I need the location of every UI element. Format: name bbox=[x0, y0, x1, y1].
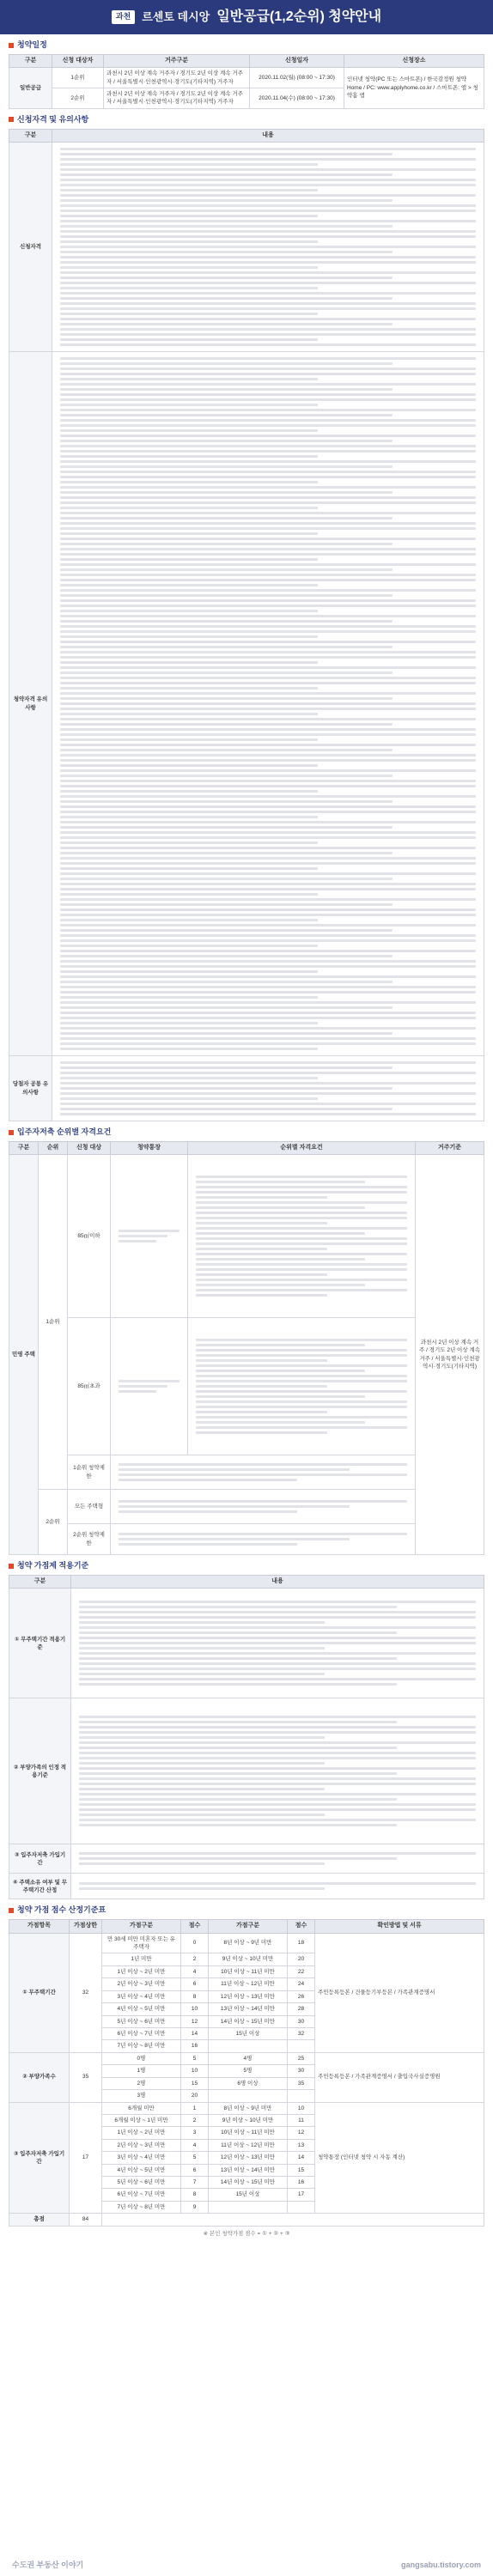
points-criteria: 12년 이상 ~ 13년 미만 bbox=[209, 1990, 288, 2002]
points-criteria: 4년 이상 ~ 5년 미만 bbox=[102, 2164, 181, 2176]
points-score bbox=[288, 2040, 315, 2052]
points-criteria: 2명 bbox=[102, 2077, 181, 2089]
points-criteria: 6명 이상 bbox=[209, 2077, 288, 2089]
ranking-rank: 2순위 bbox=[39, 1490, 68, 1555]
points-score: 20 bbox=[288, 1953, 315, 1965]
points-group-cap: 32 bbox=[70, 1933, 102, 2052]
points-title bbox=[9, 1905, 484, 1916]
points-criteria: 2년 이상 ~ 3년 미만 bbox=[102, 1978, 181, 1990]
fine-print-block bbox=[55, 1058, 481, 1119]
schedule-header: 거주구분 bbox=[104, 55, 250, 68]
points-group-cap: 35 bbox=[70, 2052, 102, 2102]
points-criteria: 6개월 미만 bbox=[102, 2102, 181, 2114]
points-score: 13 bbox=[288, 2139, 315, 2151]
points-criteria: 12년 이상 ~ 13년 미만 bbox=[209, 2152, 288, 2164]
ranking-account bbox=[111, 1318, 188, 1455]
points-criteria: 14년 이상 ~ 15년 미만 bbox=[209, 2177, 288, 2189]
eligibility-label: 청약자격 유의사항 bbox=[9, 352, 52, 1056]
points-score: 8 bbox=[181, 1990, 209, 2002]
points-score: 8 bbox=[181, 2189, 209, 2201]
points-row bbox=[9, 1933, 484, 1953]
points-score: 26 bbox=[288, 1990, 315, 2002]
schedule-title-text: 청약일정 bbox=[17, 40, 47, 49]
points-criteria: 5년 이상 ~ 6년 미만 bbox=[102, 2177, 181, 2189]
ranking-area: 85㎡이하 bbox=[68, 1155, 111, 1318]
points-score: 5 bbox=[181, 2052, 209, 2064]
points-criteria: 13년 이상 ~ 14년 미만 bbox=[209, 2164, 288, 2176]
points-score: 12 bbox=[181, 2015, 209, 2027]
ranking-table bbox=[9, 1141, 484, 1555]
points-criteria bbox=[209, 2201, 288, 2213]
points-score: 18 bbox=[288, 1933, 315, 1953]
ranking-header: 구분 bbox=[9, 1142, 39, 1155]
points-group-name: ② 부양가족수 bbox=[9, 2052, 70, 2102]
points-documents: 청약통장 (인터넷 청약 시 자동 계산) bbox=[315, 2102, 484, 2214]
schedule-target: 1순위 bbox=[52, 68, 104, 88]
points-criteria: 10년 이상 ~ 11년 미만 bbox=[209, 2127, 288, 2139]
bonus-label: ③ 입주자저축 가입기간 bbox=[9, 1844, 71, 1874]
points-criteria: 5명 bbox=[209, 2065, 288, 2077]
points-criteria: 9년 이상 ~ 10년 미만 bbox=[209, 1953, 288, 1965]
bonus-label: ① 무주택기간 적용기준 bbox=[9, 1589, 71, 1698]
points-criteria: 4년 이상 ~ 5년 미만 bbox=[102, 2003, 181, 2015]
eligibility-content bbox=[52, 1056, 484, 1121]
ranking-restrictions bbox=[111, 1455, 416, 1490]
points-score: 10 bbox=[181, 2065, 209, 2077]
points-criteria: 11년 이상 ~ 12년 미만 bbox=[209, 2139, 288, 2151]
eligibility-table bbox=[9, 129, 484, 1121]
points-total-value: 84 bbox=[70, 2214, 102, 2226]
points-score: 15 bbox=[288, 2164, 315, 2176]
points-score: 35 bbox=[288, 2077, 315, 2089]
points-score: 20 bbox=[181, 2090, 209, 2102]
bonus-content bbox=[71, 1698, 484, 1844]
schedule-group: 일반공급 bbox=[9, 68, 52, 109]
points-score: 9 bbox=[181, 2201, 209, 2213]
points-header: 점수 bbox=[288, 1920, 315, 1933]
watermark bbox=[0, 2555, 493, 2576]
ranking-rank: 1순위 bbox=[39, 1155, 68, 1490]
points-score: 1 bbox=[181, 2102, 209, 2114]
points-criteria: 14년 이상 ~ 15년 미만 bbox=[209, 2015, 288, 2027]
eligibility-header: 구분 bbox=[9, 129, 52, 142]
points-score: 7 bbox=[181, 2177, 209, 2189]
points-criteria: 6년 이상 ~ 7년 미만 bbox=[102, 2028, 181, 2040]
points-score: 17 bbox=[288, 2189, 315, 2201]
points-documents: 주민등록등본 / 가족관계증명서 / 출입국사실증명원 bbox=[315, 2052, 484, 2102]
bonus-title-text: 청약 가점제 적용기준 bbox=[17, 1561, 89, 1571]
points-criteria: 15년 이상 bbox=[209, 2189, 288, 2201]
points-score: 14 bbox=[181, 2028, 209, 2040]
points-criteria: 7년 이상 ~ 8년 미만 bbox=[102, 2201, 181, 2213]
ranking-title-text: 입주자저축 순위별 자격요건 bbox=[17, 1127, 112, 1137]
brand-name: 르센토 데시앙 bbox=[142, 9, 210, 23]
ranking-header: 거주기준 bbox=[416, 1142, 484, 1155]
points-score: 24 bbox=[288, 1978, 315, 1990]
points-criteria: 6개월 이상 ~ 1년 미만 bbox=[102, 2114, 181, 2126]
square-bullet-icon bbox=[9, 43, 14, 48]
points-group-cap: 17 bbox=[70, 2102, 102, 2214]
points-score: 2 bbox=[181, 1953, 209, 1965]
points-score: 0 bbox=[181, 1933, 209, 1953]
points-criteria: 1년 이상 ~ 2년 미만 bbox=[102, 2127, 181, 2139]
ranking-header: 신청 대상 bbox=[68, 1142, 111, 1155]
ranking-residency: 과천시 2년 이상 계속 거주 / 경기도 2년 이상 계속 거주 / 서울특별시·인천광역시·경기도(기타지역) bbox=[416, 1155, 484, 1555]
bonus-label: ② 부양가족의 인정 적용기준 bbox=[9, 1698, 71, 1844]
points-table bbox=[9, 1919, 484, 2226]
points-score: 16 bbox=[288, 2177, 315, 2189]
points-score: 15 bbox=[181, 2077, 209, 2089]
bonus-label: ④ 주택소유 여부 및 무주택기간 산정 bbox=[9, 1874, 71, 1899]
ranking-area: 모든 주택형 bbox=[68, 1490, 111, 1524]
points-criteria: 4명 bbox=[209, 2052, 288, 2064]
schedule-title bbox=[9, 39, 484, 51]
points-criteria: 2년 이상 ~ 3년 미만 bbox=[102, 2139, 181, 2151]
schedule-table bbox=[9, 54, 484, 109]
schedule-region: 과천시 2년 이상 계속 거주자 / 경기도 2년 이상 계속 거주자 / 서울특별시·인천광역시·경기도(기타지역) 거주자 bbox=[104, 88, 250, 109]
square-bullet-icon bbox=[9, 1908, 14, 1913]
ranking-section bbox=[0, 1121, 493, 1555]
ranking-area: 2순위 청약제한 bbox=[68, 1524, 111, 1555]
page-title: 일반공급(1,2순위) 청약안내 bbox=[216, 9, 382, 25]
points-criteria bbox=[209, 2090, 288, 2102]
square-bullet-icon bbox=[9, 1564, 14, 1569]
points-score: 10 bbox=[288, 2102, 315, 2114]
points-criteria: 6년 이상 ~ 7년 미만 bbox=[102, 2189, 181, 2201]
schedule-header: 신청일자 bbox=[250, 55, 344, 68]
points-section bbox=[0, 1899, 493, 2241]
eligibility-title bbox=[9, 114, 484, 125]
ranking-account bbox=[111, 1155, 188, 1318]
bonus-content bbox=[71, 1874, 484, 1899]
points-criteria: 13년 이상 ~ 14년 미만 bbox=[209, 2003, 288, 2015]
points-score: 4 bbox=[181, 1965, 209, 1978]
points-criteria: 8년 이상 ~ 9년 미만 bbox=[209, 1933, 288, 1953]
points-score: 2 bbox=[181, 2114, 209, 2126]
schedule-region: 과천시 2년 이상 계속 거주자 / 경기도 2년 이상 계속 거주자 / 서울특별시·인천광역시·경기도(기타지역) 거주자 bbox=[104, 68, 250, 88]
points-score: 4 bbox=[181, 2139, 209, 2151]
ranking-requirements bbox=[111, 1490, 416, 1524]
points-score: 22 bbox=[288, 1965, 315, 1978]
schedule-place: 인터넷 청약(PC 또는 스마트폰) / 한국감정원 청약Home / PC: www.applyhome.co.kr / 스마트폰: 앱 > 청약홈 앱 bbox=[344, 68, 484, 109]
schedule-date: 2020.11.04(수) (08:00 ~ 17:30) bbox=[250, 88, 344, 109]
points-group-name: ③ 입주자저축 가입기간 bbox=[9, 2102, 70, 2214]
region-badge: 과천 bbox=[112, 10, 135, 23]
points-criteria bbox=[209, 2040, 288, 2052]
bonus-header: 내용 bbox=[71, 1576, 484, 1589]
ranking-title bbox=[9, 1127, 484, 1138]
fine-print-block bbox=[55, 354, 481, 1054]
points-criteria: 0명 bbox=[102, 2052, 181, 2064]
eligibility-content bbox=[52, 143, 484, 352]
points-criteria: 15년 이상 bbox=[209, 2028, 288, 2040]
schedule-header: 신청 대상자 bbox=[52, 55, 104, 68]
schedule-target: 2순위 bbox=[52, 88, 104, 109]
schedule-section bbox=[0, 34, 493, 109]
points-score: 32 bbox=[288, 2028, 315, 2040]
points-row bbox=[9, 2102, 484, 2114]
points-score: 16 bbox=[181, 2040, 209, 2052]
bonus-header: 구분 bbox=[9, 1576, 71, 1589]
points-documents: 주민등록등본 / 건물등기부등본 / 가족관계증명서 bbox=[315, 1933, 484, 2052]
points-score: 30 bbox=[288, 2065, 315, 2077]
points-score: 6 bbox=[181, 2164, 209, 2176]
points-criteria: 5년 이상 ~ 6년 미만 bbox=[102, 2015, 181, 2027]
eligibility-title-text: 신청자격 및 유의사항 bbox=[17, 114, 89, 124]
bonus-content bbox=[71, 1589, 484, 1698]
points-criteria: 1명 bbox=[102, 2065, 181, 2077]
points-score bbox=[288, 2090, 315, 2102]
ranking-requirements bbox=[188, 1318, 416, 1455]
points-header: 확인방법 및 서류 bbox=[315, 1920, 484, 1933]
ranking-header: 순위별 자격요건 bbox=[188, 1142, 416, 1155]
points-row bbox=[9, 2052, 484, 2064]
eligibility-content bbox=[52, 352, 484, 1056]
points-criteria: 9년 이상 ~ 10년 미만 bbox=[209, 2114, 288, 2126]
points-score: 3 bbox=[181, 2127, 209, 2139]
points-score: 12 bbox=[288, 2127, 315, 2139]
eligibility-label: 신청자격 bbox=[9, 143, 52, 352]
points-criteria: 만 30세 미만 미혼자 또는 유주택자 bbox=[102, 1933, 181, 1953]
ranking-requirements bbox=[188, 1155, 416, 1318]
square-bullet-icon bbox=[9, 1130, 14, 1135]
points-criteria: 3년 이상 ~ 4년 미만 bbox=[102, 1990, 181, 2002]
points-score: 30 bbox=[288, 2015, 315, 2027]
points-footnote: ※ 본인 청약가점 점수 = ① + ② + ③ bbox=[203, 2230, 290, 2237]
ranking-header: 순위 bbox=[39, 1142, 68, 1155]
watermark-right: gangsabu.tistory.com bbox=[401, 2561, 481, 2570]
eligibility-section bbox=[0, 109, 493, 1121]
points-score bbox=[288, 2201, 315, 2213]
points-header: 가점항목 bbox=[9, 1920, 70, 1933]
points-criteria: 11년 이상 ~ 12년 미만 bbox=[209, 1978, 288, 1990]
ranking-area: 85㎡초과 bbox=[68, 1318, 111, 1455]
bonus-section bbox=[0, 1555, 493, 1899]
eligibility-header: 내용 bbox=[52, 129, 484, 142]
points-score: 5 bbox=[181, 2152, 209, 2164]
points-title-text: 청약 가점 점수 산정기준표 bbox=[17, 1905, 107, 1915]
points-score: 11 bbox=[288, 2114, 315, 2126]
eligibility-label: 당첨자 공통 유의사항 bbox=[9, 1056, 52, 1121]
points-score: 28 bbox=[288, 2003, 315, 2015]
points-total-label: 총점 bbox=[9, 2214, 70, 2226]
points-score: 25 bbox=[288, 2052, 315, 2064]
page-header bbox=[0, 0, 493, 34]
points-score: 14 bbox=[288, 2152, 315, 2164]
points-criteria: 3년 이상 ~ 4년 미만 bbox=[102, 2152, 181, 2164]
bonus-table bbox=[9, 1575, 484, 1899]
points-header: 가점구분 bbox=[102, 1920, 181, 1933]
points-score: 6 bbox=[181, 1978, 209, 1990]
points-criteria: 1년 미만 bbox=[102, 1953, 181, 1965]
points-score: 10 bbox=[181, 2003, 209, 2015]
points-criteria: 7년 이상 ~ 8년 미만 bbox=[102, 2040, 181, 2052]
ranking-area: 1순위 청약제한 bbox=[68, 1455, 111, 1490]
ranking-restrictions bbox=[111, 1524, 416, 1555]
points-header: 가점구분 bbox=[209, 1920, 288, 1933]
points-criteria: 1년 이상 ~ 2년 미만 bbox=[102, 1965, 181, 1978]
schedule-header: 신청장소 bbox=[344, 55, 484, 68]
points-criteria: 3명 bbox=[102, 2090, 181, 2102]
bonus-title bbox=[9, 1560, 484, 1571]
schedule-date: 2020.11.02(월) (08:00 ~ 17:30) bbox=[250, 68, 344, 88]
points-header: 점수 bbox=[181, 1920, 209, 1933]
fine-print-block bbox=[55, 144, 481, 349]
schedule-header: 구분 bbox=[9, 55, 52, 68]
watermark-left: 수도권 부동산 이야기 bbox=[12, 2561, 84, 2570]
points-group-name: ① 무주택기간 bbox=[9, 1933, 70, 2052]
bonus-content bbox=[71, 1844, 484, 1874]
points-criteria: 10년 이상 ~ 11년 미만 bbox=[209, 1965, 288, 1978]
ranking-header: 청약통장 bbox=[111, 1142, 188, 1155]
ranking-group: 민영 주택 bbox=[9, 1155, 39, 1555]
square-bullet-icon bbox=[9, 117, 14, 122]
points-header: 가점상한 bbox=[70, 1920, 102, 1933]
points-criteria: 8년 이상 ~ 9년 미만 bbox=[209, 2102, 288, 2114]
